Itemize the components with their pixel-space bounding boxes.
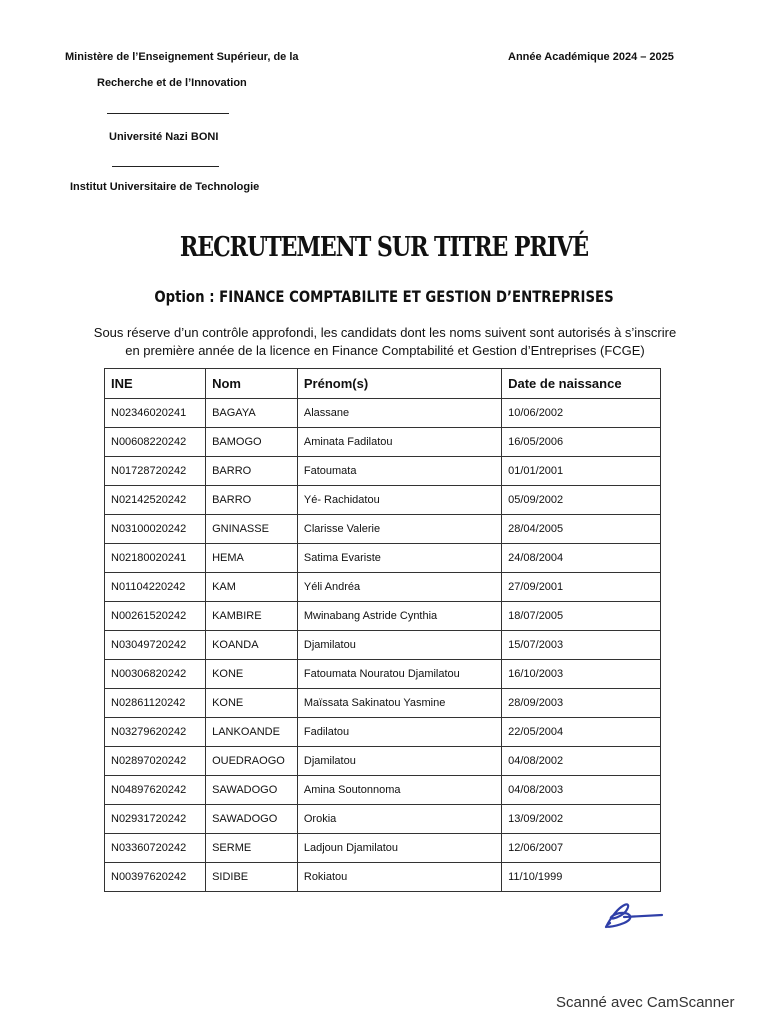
cell-prenom: Aminata Fadilatou [297, 428, 501, 457]
cell-ine: N00608220242 [105, 428, 206, 457]
ministry-line-2: Recherche et de l’Innovation [97, 77, 247, 89]
cell-prenom: Ladjoun Djamilatou [297, 834, 501, 863]
table-row [105, 515, 661, 544]
academic-year: Année Académique 2024 – 2025 [508, 51, 674, 63]
table-row [105, 428, 661, 457]
table-row [105, 631, 661, 660]
cell-ine: N01104220242 [105, 573, 206, 602]
cell-date: 11/10/1999 [502, 863, 661, 892]
cell-ine: N00397620242 [105, 863, 206, 892]
cell-nom: SERME [206, 834, 298, 863]
cell-date: 10/06/2002 [502, 399, 661, 428]
ministry-line-1: Ministère de l’Enseignement Supérieur, de la [65, 51, 299, 63]
cell-ine: N03049720242 [105, 631, 206, 660]
cell-date: 28/09/2003 [502, 689, 661, 718]
cell-nom: BARRO [206, 486, 298, 515]
table-row [105, 457, 661, 486]
cell-nom: KAM [206, 573, 298, 602]
cell-date: 16/10/2003 [502, 660, 661, 689]
cell-prenom: Mwinabang Astride Cynthia [297, 602, 501, 631]
cell-date: 04/08/2003 [502, 776, 661, 805]
cell-date: 16/05/2006 [502, 428, 661, 457]
cell-date: 22/05/2004 [502, 718, 661, 747]
cell-prenom: Satima Evariste [297, 544, 501, 573]
header-date: Date de naissance [502, 369, 661, 399]
cell-nom: OUEDRAOGO [206, 747, 298, 776]
table-header-row [105, 369, 661, 399]
cell-date: 04/08/2002 [502, 747, 661, 776]
cell-prenom: Clarisse Valerie [297, 515, 501, 544]
cell-ine: N03279620242 [105, 718, 206, 747]
cell-date: 28/04/2005 [502, 515, 661, 544]
cell-prenom: Fadilatou [297, 718, 501, 747]
header-prenom: Prénom(s) [297, 369, 501, 399]
table-row [105, 544, 661, 573]
cell-ine: N03100020242 [105, 515, 206, 544]
intro-line-1: Sous réserve d’un contrôle approfondi, les candidats dont les noms suivent sont autorisés à s’inscrire [93, 325, 677, 340]
cell-nom: BAMOGO [206, 428, 298, 457]
cell-nom: LANKOANDE [206, 718, 298, 747]
cell-date: 05/09/2002 [502, 486, 661, 515]
cell-date: 27/09/2001 [502, 573, 661, 602]
cell-prenom: Alassane [297, 399, 501, 428]
cell-ine: N02931720242 [105, 805, 206, 834]
cell-nom: GNINASSE [206, 515, 298, 544]
table-row [105, 718, 661, 747]
cell-ine: N00261520242 [105, 602, 206, 631]
table-row [105, 660, 661, 689]
table-row [105, 602, 661, 631]
header-divider-1 [107, 113, 229, 114]
cell-date: 15/07/2003 [502, 631, 661, 660]
cell-ine: N02142520242 [105, 486, 206, 515]
cell-ine: N01728720242 [105, 457, 206, 486]
cell-ine: N03360720242 [105, 834, 206, 863]
table-row [105, 863, 661, 892]
cell-ine: N02346020241 [105, 399, 206, 428]
cell-nom: KOANDA [206, 631, 298, 660]
cell-nom: KAMBIRE [206, 602, 298, 631]
table-row [105, 689, 661, 718]
cell-date: 12/06/2007 [502, 834, 661, 863]
cell-nom: KONE [206, 660, 298, 689]
cell-prenom: Fatoumata [297, 457, 501, 486]
cell-prenom: Djamilatou [297, 747, 501, 776]
table-row [105, 776, 661, 805]
cell-date: 24/08/2004 [502, 544, 661, 573]
cell-nom: SAWADOGO [206, 805, 298, 834]
table-row [105, 486, 661, 515]
cell-prenom: Fatoumata Nouratou Djamilatou [297, 660, 501, 689]
institute-name: Institut Universitaire de Technologie [70, 181, 260, 193]
cell-prenom: Maïssata Sakinatou Yasmine [297, 689, 501, 718]
table-row [105, 573, 661, 602]
table-row [105, 399, 661, 428]
cell-nom: BAGAYA [206, 399, 298, 428]
cell-nom: SIDIBE [206, 863, 298, 892]
cell-ine: N04897620242 [105, 776, 206, 805]
cell-prenom: Yé- Rachidatou [297, 486, 501, 515]
cell-prenom: Amina Soutonnoma [297, 776, 501, 805]
cell-nom: BARRO [206, 457, 298, 486]
table-row [105, 747, 661, 776]
table-row [105, 805, 661, 834]
document-subtitle: Option : FINANCE COMPTABILITE ET GESTION D’ENTREPRISES [154, 287, 614, 306]
cell-prenom: Orokia [297, 805, 501, 834]
cell-ine: N02861120242 [105, 689, 206, 718]
cell-nom: SAWADOGO [206, 776, 298, 805]
candidates-table [104, 368, 661, 892]
cell-prenom: Yéli Andréa [297, 573, 501, 602]
cell-nom: KONE [206, 689, 298, 718]
document-title: RECRUTEMENT SUR TITRE PRIVÉ [179, 232, 589, 263]
university-name: Université Nazi BONI [109, 131, 219, 143]
header-divider-2 [112, 166, 219, 167]
header-nom: Nom [206, 369, 298, 399]
cell-ine: N02180020241 [105, 544, 206, 573]
cell-prenom: Rokiatou [297, 863, 501, 892]
cell-prenom: Djamilatou [297, 631, 501, 660]
signature-icon [594, 897, 666, 933]
cell-nom: HEMA [206, 544, 298, 573]
intro-line-2: en première année de la licence en Finance Comptabilité et Gestion d’Entreprises (FCGE) [125, 343, 645, 358]
cell-date: 13/09/2002 [502, 805, 661, 834]
cell-date: 01/01/2001 [502, 457, 661, 486]
camscanner-watermark: Scanné avec CamScanner [556, 994, 735, 1011]
header-ine: INE [105, 369, 206, 399]
intro-paragraph [40, 324, 730, 360]
cell-ine: N02897020242 [105, 747, 206, 776]
table-row [105, 834, 661, 863]
cell-date: 18/07/2005 [502, 602, 661, 631]
cell-ine: N00306820242 [105, 660, 206, 689]
